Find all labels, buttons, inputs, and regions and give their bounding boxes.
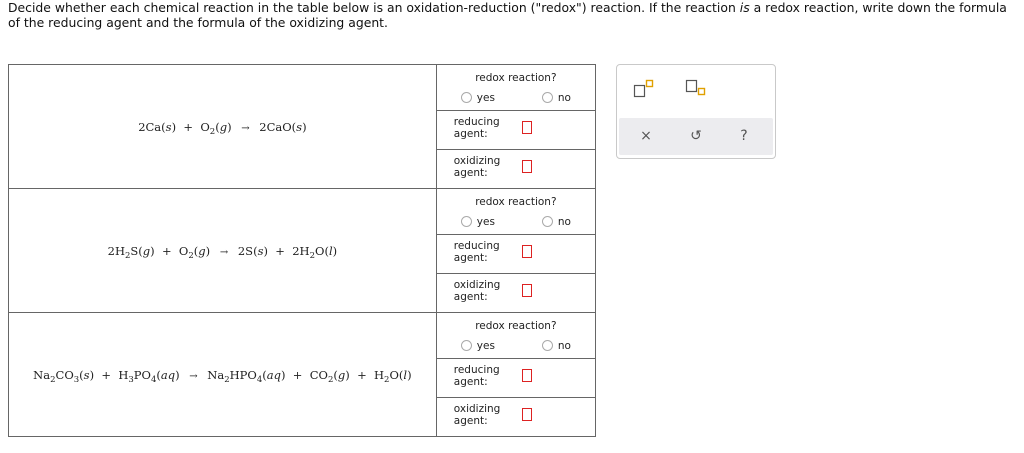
oxidizing-agent-label: oxidizing agent:	[453, 155, 501, 179]
radio-icon[interactable]	[461, 340, 472, 351]
instructions-text-2: a redox reaction, write down the formula of the reducing agent and the formula of the oxidizing agent.	[8, 0, 1007, 30]
oxidizing-agent-input[interactable]	[522, 160, 532, 173]
arrow-icon: →	[189, 371, 198, 382]
instructions-text-1: Decide whether each chemical reaction in the table below is an oxidation-reduction ("redox") reaction. If the reaction	[8, 0, 740, 15]
oxidizing-agent-label: oxidizing agent:	[453, 279, 501, 303]
table-row	[9, 189, 596, 313]
radio-icon[interactable]	[461, 216, 472, 227]
answer-toolbox	[616, 64, 776, 159]
reducing-agent-input[interactable]	[522, 121, 532, 134]
reducing-agent-label: reducing agent:	[453, 116, 500, 140]
reaction-cell	[9, 313, 437, 437]
reaction-table	[8, 64, 596, 437]
table-row	[9, 65, 596, 189]
radio-icon[interactable]	[461, 92, 472, 103]
redox-no-option[interactable]: no	[542, 340, 571, 352]
redox-yes-option[interactable]: yes	[461, 92, 495, 104]
toolbox-actions	[619, 118, 773, 155]
radio-icon[interactable]	[542, 340, 553, 351]
reducing-agent-label: reducing agent:	[453, 364, 500, 388]
oxidizing-agent-input[interactable]	[522, 284, 532, 297]
redox-no-option[interactable]: no	[542, 92, 571, 104]
reducing-agent-label: reducing agent:	[453, 240, 500, 264]
arrow-icon: →	[241, 123, 250, 134]
arrow-icon: →	[219, 247, 229, 258]
reaction-equation-2: $2H_2S(g) + O_2(g) \to 2S(s) + 2H_2O(l)$	[107, 244, 338, 261]
radio-icon[interactable]	[542, 92, 553, 103]
redox-question: redox reaction?	[475, 196, 557, 208]
reaction-equation-3: $Na_2CO_3(s) + H_3PO_4(aq) \to Na_2HPO_4(aq) + CO_2(g) + H_2O(l)$	[33, 368, 412, 385]
subscript-icon[interactable]	[685, 79, 707, 99]
reducing-agent-input[interactable]	[522, 245, 532, 258]
table-row	[9, 313, 596, 437]
superscript-icon[interactable]	[633, 79, 655, 99]
undo-button[interactable]: ↺	[690, 128, 702, 144]
reaction-cell	[9, 65, 437, 189]
oxidizing-agent-input[interactable]	[522, 408, 532, 421]
clear-button[interactable]: ×	[640, 128, 652, 144]
redox-no-option[interactable]: no	[542, 216, 571, 228]
redox-yes-option[interactable]: yes	[461, 216, 495, 228]
reaction-equation-1: $2Ca(s) + O_2(g) \to 2CaO(s)$	[138, 120, 307, 137]
answer-cell	[436, 313, 595, 437]
reducing-agent-input[interactable]	[522, 369, 532, 382]
answer-cell	[436, 189, 595, 313]
redox-question: redox reaction?	[475, 72, 557, 84]
instructions-emphasis: is	[739, 0, 750, 15]
answer-cell	[436, 65, 595, 189]
redox-question: redox reaction?	[475, 320, 557, 332]
oxidizing-agent-label: oxidizing agent:	[453, 403, 501, 427]
help-button[interactable]: ?	[740, 128, 748, 144]
redox-yes-option[interactable]: yes	[461, 340, 495, 352]
instructions	[8, 0, 1018, 30]
radio-icon[interactable]	[542, 216, 553, 227]
reaction-cell	[9, 189, 437, 313]
